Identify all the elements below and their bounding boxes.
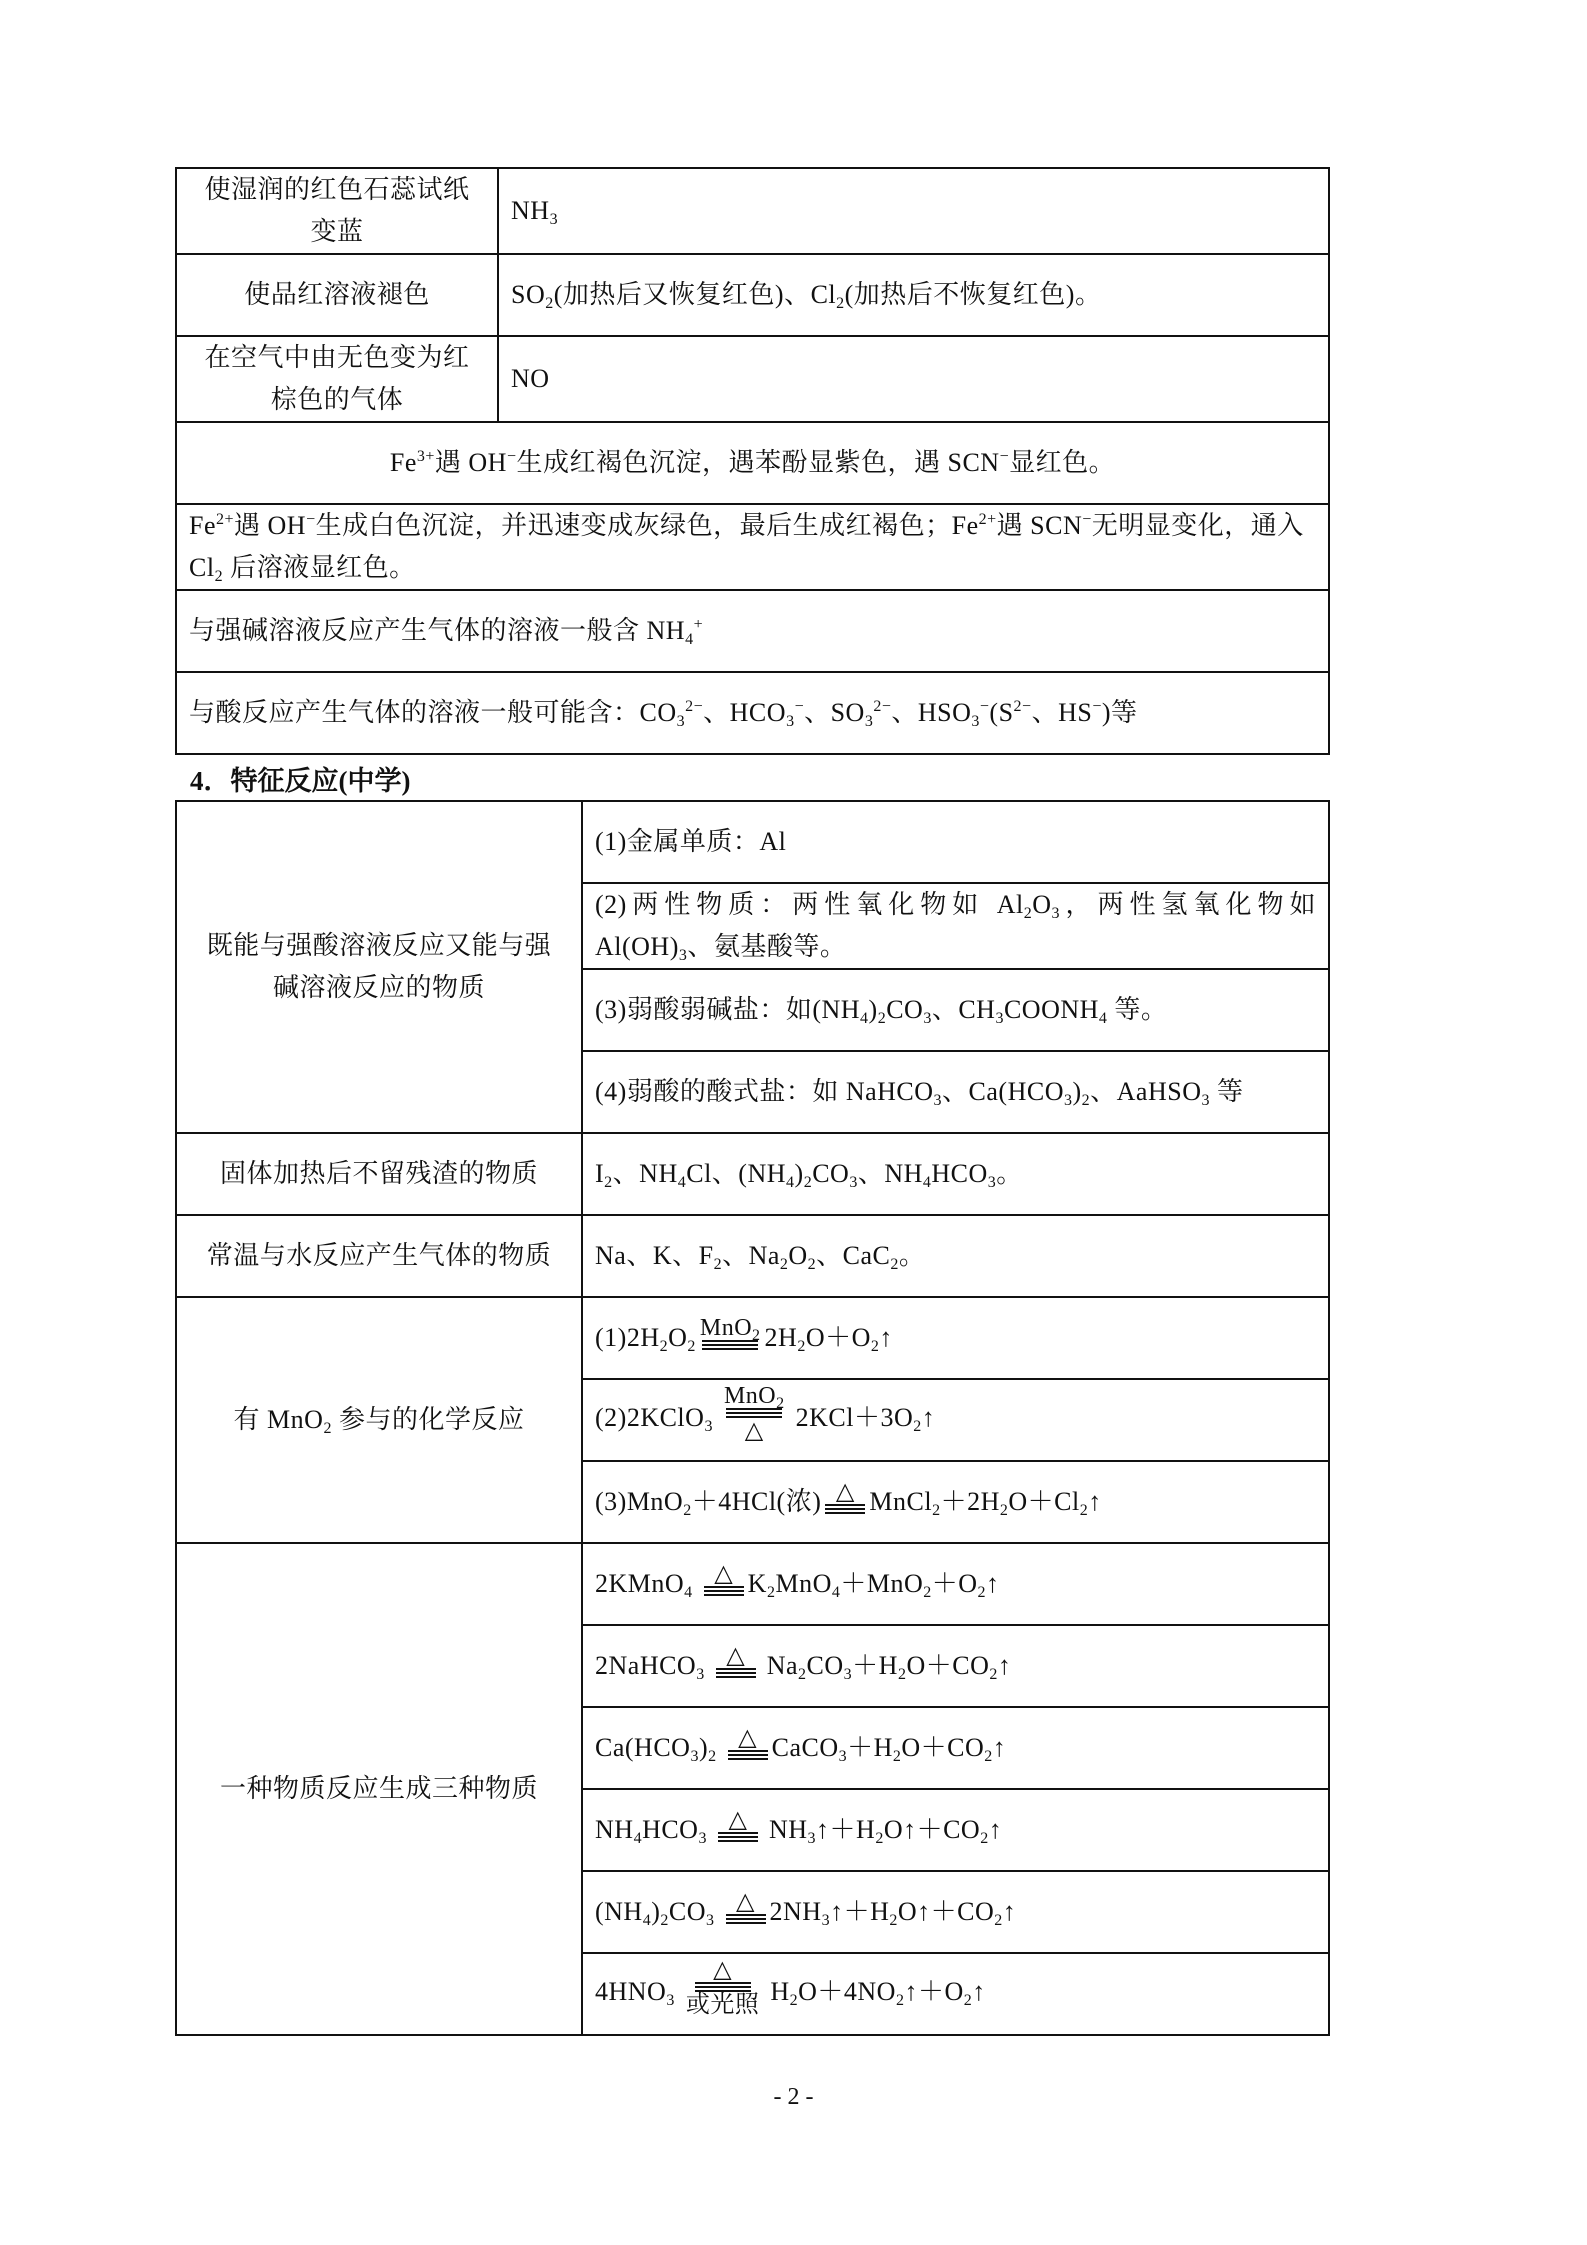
section-heading: 4．特征反应(中学)	[190, 766, 411, 796]
example-cell: (4)弱酸的酸式盐：如 NaHCO$_3$、$Ca(HCO_3)_2$、AaHSO$_3$ 等	[582, 1051, 1329, 1133]
table-row	[176, 422, 1329, 504]
table-row	[176, 1297, 1329, 1379]
category-cell: 一种物质反应生成三种物质	[176, 1543, 582, 2035]
table-row	[176, 801, 1329, 883]
note-cell: $Fe^{2+}$遇 OH−生成白色沉淀，并迅速变成灰绿色，最后生成红褐色；$Fe^{2+}$遇 SCN−无明显变化，通入 $Cl_2$ 后溶液显红色。	[176, 504, 1329, 590]
category-cell: 既能与强酸溶液反应又能与强碱溶液反应的物质	[176, 801, 582, 1133]
note-cell: 与酸反应产生气体的溶液一般可能含：$CO_3^{2-}$、$HCO_3^-$、$SO_3^{2-}$、$HSO_3^-(S^{2-}$、HS−)等	[176, 672, 1329, 754]
property-cell: 在空气中由无色变为红棕色的气体	[176, 336, 498, 422]
example-cell: $I_2$、$NH_4Cl$、$(NH_4)_2CO_3$、$NH_4HCO_3$。	[582, 1133, 1329, 1215]
identification-table	[175, 167, 1330, 755]
table-row	[176, 1543, 1329, 1625]
example-cell: $(1)2H_2O_2$ MnO$_2$ $2H_2O+O_2↑$	[582, 1297, 1329, 1379]
table-row	[176, 336, 1329, 422]
example-cell: (3)弱酸弱碱盐：如$(NH_4)_2CO_3$、$CH_3COONH_4$ 等。	[582, 969, 1329, 1051]
example-cell: $4HNO_3$ △ 或光照 $H_2O+4NO_2↑+O_2↑$	[582, 1953, 1329, 2035]
category-cell: 常温与水反应产生气体的物质	[176, 1215, 582, 1297]
category-cell: 有 MnO$_2$ 参与的化学反应	[176, 1297, 582, 1543]
page-number: - 2 -	[773, 2084, 814, 2110]
substance-cell: NO	[498, 336, 1329, 422]
substance-cell: $NH_3$	[498, 168, 1329, 254]
example-cell: (2)2KClO$_3$ MnO$_2$ △ $2KCl+3O_2↑$	[582, 1379, 1329, 1461]
table-row	[176, 504, 1329, 590]
table-row	[176, 254, 1329, 336]
example-cell: 2KMnO$_4$ △ $K_2MnO_4+MnO_2+O_2↑$	[582, 1543, 1329, 1625]
table-row	[176, 1133, 1329, 1215]
example-cell: $(NH_4)_2CO_3$ △ $2NH_3↑+H_2O↑+CO_2↑$	[582, 1871, 1329, 1953]
note-cell: $Fe^{3+}$遇 OH−生成红褐色沉淀，遇苯酚显紫色，遇 SCN−显红色。	[176, 422, 1329, 504]
table-row	[176, 168, 1329, 254]
example-cell: (2)两性物质：两性氧化物如 $Al_2O_3$，两性氢氧化物如 $Al(OH)_3$、氨基酸等。	[582, 883, 1329, 969]
note-cell: 与强碱溶液反应产生气体的溶液一般含 $NH_4^+$	[176, 590, 1329, 672]
category-cell: 固体加热后不留残渣的物质	[176, 1133, 582, 1215]
example-cell: Na、K、$F_2$、$Na_2O_2$、CaC$_2$。	[582, 1215, 1329, 1297]
characteristic-reactions-table	[175, 800, 1330, 2036]
example-cell: 2NaHCO$_3$ △ $Na_2CO_3+H_2O+CO_2↑$	[582, 1625, 1329, 1707]
substance-cell: $SO_2$(加热后又恢复红色)、$Cl_2$(加热后不恢复红色)。	[498, 254, 1329, 336]
table-row	[176, 590, 1329, 672]
example-cell: (1)金属单质：Al	[582, 801, 1329, 883]
property-cell: 使品红溶液褪色	[176, 254, 498, 336]
property-cell: 使湿润的红色石蕊试纸变蓝	[176, 168, 498, 254]
example-cell: (3)MnO$_2$＋4HCl(浓) △ $MnCl_2+2H_2O+Cl_2↑$	[582, 1461, 1329, 1543]
example-cell: $NH_4HCO_3$ △ $NH_3↑+H_2O↑+CO_2↑$	[582, 1789, 1329, 1871]
table-row	[176, 672, 1329, 754]
table-row	[176, 1215, 1329, 1297]
example-cell: $Ca(HCO_3)_2$ △ $CaCO_3+H_2O+CO_2↑$	[582, 1707, 1329, 1789]
